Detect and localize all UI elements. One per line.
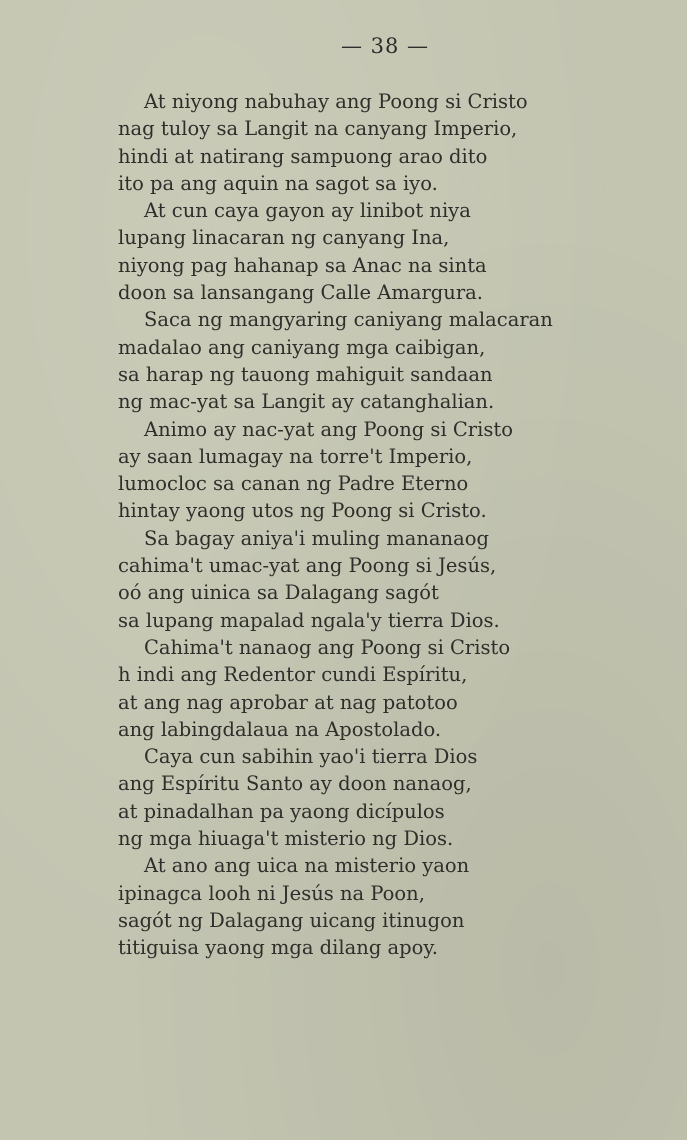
poem-line: Caya cun sabihin yao'i tierra Dios <box>144 745 478 769</box>
poem-line: At ano ang uica na misterio yaon <box>144 854 470 878</box>
poem-line: cahima't umac-yat ang Poong si Jesús, <box>118 554 497 578</box>
poem-line: titiguisa yaong mga dilang apoy. <box>118 936 438 960</box>
poem-line: Saca ng mangyaring caniyang malacaran <box>144 308 553 332</box>
stanza-7 <box>118 743 658 852</box>
poem-line: ipinagca looh ni Jesús na Poon, <box>118 881 425 905</box>
poem-line: madalao ang caniyang mga caibigan, <box>118 335 486 359</box>
stanza-4 <box>118 416 658 525</box>
poem-line: At cun caya gayon ay linibot niya <box>144 199 471 223</box>
stanza-2 <box>118 197 658 306</box>
poem-line: hintay yaong utos ng Poong si Cristo. <box>118 499 487 523</box>
poem-line: ay saan lumagay na torre't Imperio, <box>118 444 473 468</box>
poem-line: sa lupang mapalad ngala'y tierra Dios. <box>118 608 500 632</box>
poem-line: ng mga hiuaga't misterio ng Dios. <box>118 827 454 851</box>
poem-line: lupang linacaran ng canyang Ina, <box>118 226 450 250</box>
poem-text <box>118 88 658 962</box>
poem-line: h indi ang Redentor cundi Espíritu, <box>118 663 468 687</box>
poem-line: doon sa lansangang Calle Amargura. <box>118 281 483 305</box>
poem-line: niyong pag hahanap sa Anac na sinta <box>118 253 487 277</box>
poem-line: lumocloc sa canan ng Padre Eterno <box>118 472 469 496</box>
poem-line: At niyong nabuhay ang Poong si Cristo <box>144 90 528 113</box>
poem-line: at ang nag aprobar at nag patotoo <box>118 690 458 714</box>
page-number: — 38 — <box>340 34 430 58</box>
poem-line: ang Espíritu Santo ay doon nanaog, <box>118 772 472 796</box>
poem-line: oó ang uinica sa Dalagang sagót <box>118 581 439 605</box>
poem-line: at pinadalhan pa yaong dicípulos <box>118 799 445 823</box>
stanza-3 <box>118 306 658 415</box>
poem-line: ito pa ang aquin na sagot sa iyo. <box>118 171 438 195</box>
poem-line: Cahima't nanaog ang Poong si Cristo <box>144 635 511 659</box>
poem-line: sa harap ng tauong mahiguit sandaan <box>118 362 493 386</box>
stanza-5 <box>118 525 658 634</box>
stanza-6 <box>118 634 658 743</box>
poem-line: Sa bagay aniya'i muling mananaog <box>144 526 489 550</box>
poem-line: ng mac-yat sa Langit ay catanghalian. <box>118 390 495 414</box>
stanza-8 <box>118 852 658 961</box>
poem-line: Animo ay nac-yat ang Poong si Cristo <box>144 417 513 441</box>
poem-line: hindi at natirang sampuong arao dito <box>118 144 488 168</box>
poem-line: sagót ng Dalagang uicang itinugon <box>118 908 465 932</box>
poem-line: nag tuloy sa Langit na canyang Imperio, <box>118 117 518 141</box>
stanza-1 <box>118 88 658 197</box>
poem-line: ang labingdalaua na Apostolado. <box>118 717 442 741</box>
